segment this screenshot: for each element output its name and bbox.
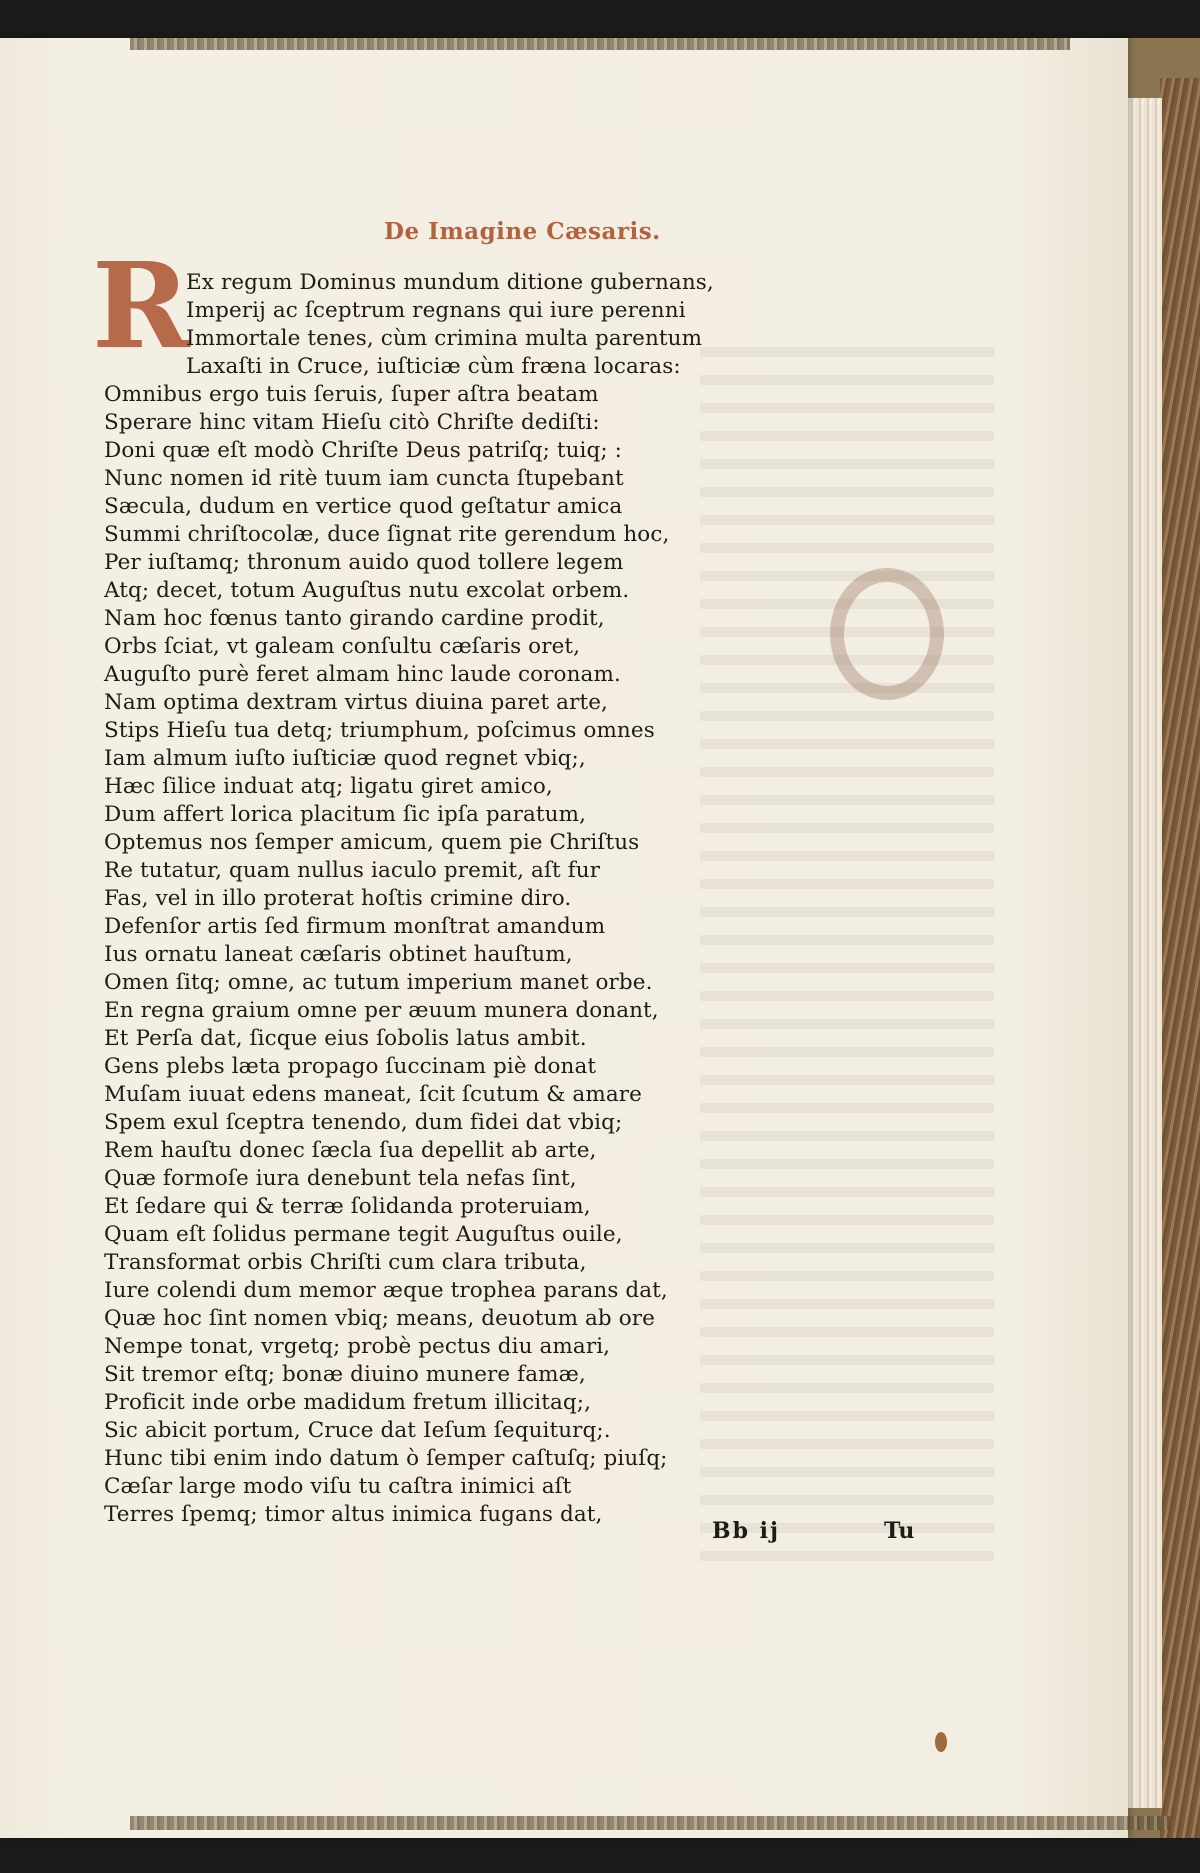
verse-line: Per iuſtamq; thronum auido quod tollere legem	[104, 550, 624, 575]
verse-line: Fas, vel in illo proterat hoſtis crimine diro.	[104, 886, 572, 911]
verse-line: Muſam iuuat edens maneat, ſcit ſcutum & amare	[104, 1082, 642, 1107]
verse-line: Auguſto purè feret almam hinc laude coronam.	[104, 662, 621, 687]
page-heading: De Imagine Cæsaris.	[384, 218, 661, 245]
verse-line: Et Perſa dat, ſicque eius ſobolis latus ambit.	[104, 1026, 587, 1051]
verse-line: Re tutatur, quam nullus iaculo premit, aſt fur	[104, 858, 601, 883]
verse-line: Defenſor artis ſed firmum monſtrat amandum	[104, 914, 606, 939]
verse-line: Ex regum Dominus mundum ditione gubernans,	[186, 270, 714, 295]
verse-line: Atq; decet, totum Auguſtus nutu excolat orbem.	[104, 578, 630, 603]
verse-line: Spem exul ſceptra tenendo, dum fidei dat vbiq;	[104, 1110, 623, 1135]
verse-line: Hunc tibi enim indo datum ò ſemper caſtuſq; piuſq;	[104, 1446, 668, 1471]
verse-line: Ius ornatu laneat cæſaris obtinet hauſtum,	[104, 942, 573, 967]
verse-line: Doni quæ eſt modò Chriſte Deus patriſq; tuiq; :	[104, 438, 623, 463]
verse-line: Gens plebs læta propago ſuccinam piè donat	[104, 1054, 597, 1079]
verse-line: Immortale tenes, cùm crimina multa parentum	[186, 326, 703, 351]
verse-line: Et ſedare qui & terræ ſolidanda proteruiam,	[104, 1194, 591, 1219]
verse-line: Quæ hoc ſint nomen vbiq; means, deuotum ab ore	[104, 1306, 655, 1331]
verse-line: Quam eſt ſolidus permane tegit Auguſtus ouile,	[104, 1222, 623, 1247]
verse-line: Iure colendi dum memor æque trophea parans dat,	[104, 1278, 668, 1303]
signature-mark: Bb ij	[712, 1518, 780, 1544]
verse-line: Terres ſpemq; timor altus inimica fugans dat,	[104, 1502, 603, 1527]
verse-line: Orbs ſciat, vt galeam conſultu cæſaris oret,	[104, 634, 581, 659]
show-through-initial	[830, 568, 944, 700]
verse-line: Sæcula, dudum en vertice quod geſtatur amica	[104, 494, 623, 519]
drop-capital: R	[92, 236, 191, 375]
show-through-text	[700, 338, 1120, 1578]
verse-line: Stips Hieſu tua detq; triumphum, poſcimus omnes	[104, 718, 655, 743]
verse-line: Sic abicit portum, Cruce dat Ieſum ſequiturq;.	[104, 1418, 611, 1443]
bottom-binding-strip	[130, 1816, 1170, 1830]
verse-line: Sperare hinc vitam Hieſu citò Chriſte dediſti:	[104, 410, 600, 435]
verse-line: Omen ſitq; omne, ac tutum imperium manet orbe.	[104, 970, 653, 995]
verse-line: Omnibus ergo tuis ſeruis, ſuper aſtra beatam	[104, 382, 599, 407]
verse-line: Cæſar large modo viſu tu caſtra inimici aſt	[104, 1474, 572, 1499]
verse-line: Rem hauſtu donec ſæcla ſua depellit ab arte,	[104, 1138, 597, 1163]
verse-line: Summi chriſtocolæ, duce ſignat rite gerendum hoc,	[104, 522, 670, 547]
verse-line: Imperij ac ſceptrum regnans qui iure perenni	[186, 298, 686, 323]
paper-stain	[935, 1732, 947, 1752]
verse-line: Iam almum iuſto iuſticiæ quod regnet vbiq;,	[104, 746, 586, 771]
catchword: Tu	[884, 1518, 915, 1544]
verse-line: Nunc nomen id ritè tuum iam cuncta ſtupebant	[104, 466, 624, 491]
verse-line: Proficit inde orbe madidum fretum illicitaq;,	[104, 1390, 592, 1415]
verse-line: Nam hoc fœnus tanto girando cardine prodit,	[104, 606, 605, 631]
verse-line: Dum affert lorica placitum ſic ipſa paratum,	[104, 802, 587, 827]
verse-line: En regna graium omne per æuum munera donant,	[104, 998, 659, 1023]
verse-line: Sit tremor eſtq; bonæ diuino munere famæ,	[104, 1362, 586, 1387]
verse-line: Optemus nos ſemper amicum, quem pie Chriſtus	[104, 830, 640, 855]
top-binding-strip	[130, 38, 1070, 50]
verse-line: Nempe tonat, vrgetq; probè pectus diu amari,	[104, 1334, 611, 1359]
book-cover-board	[1160, 78, 1200, 1838]
verse-line: Nam optima dextram virtus diuina paret arte,	[104, 690, 608, 715]
verse-line: Transformat orbis Chriſti cum clara tributa,	[104, 1250, 587, 1275]
verse-line: Quæ formoſe iura denebunt tela nefas ſint,	[104, 1166, 577, 1191]
verse-line: Hæc ſilice induat atq; ligatu giret amico,	[104, 774, 553, 799]
verse-line: Laxaſti in Cruce, iuſticiæ cùm fræna locaras:	[186, 354, 681, 379]
